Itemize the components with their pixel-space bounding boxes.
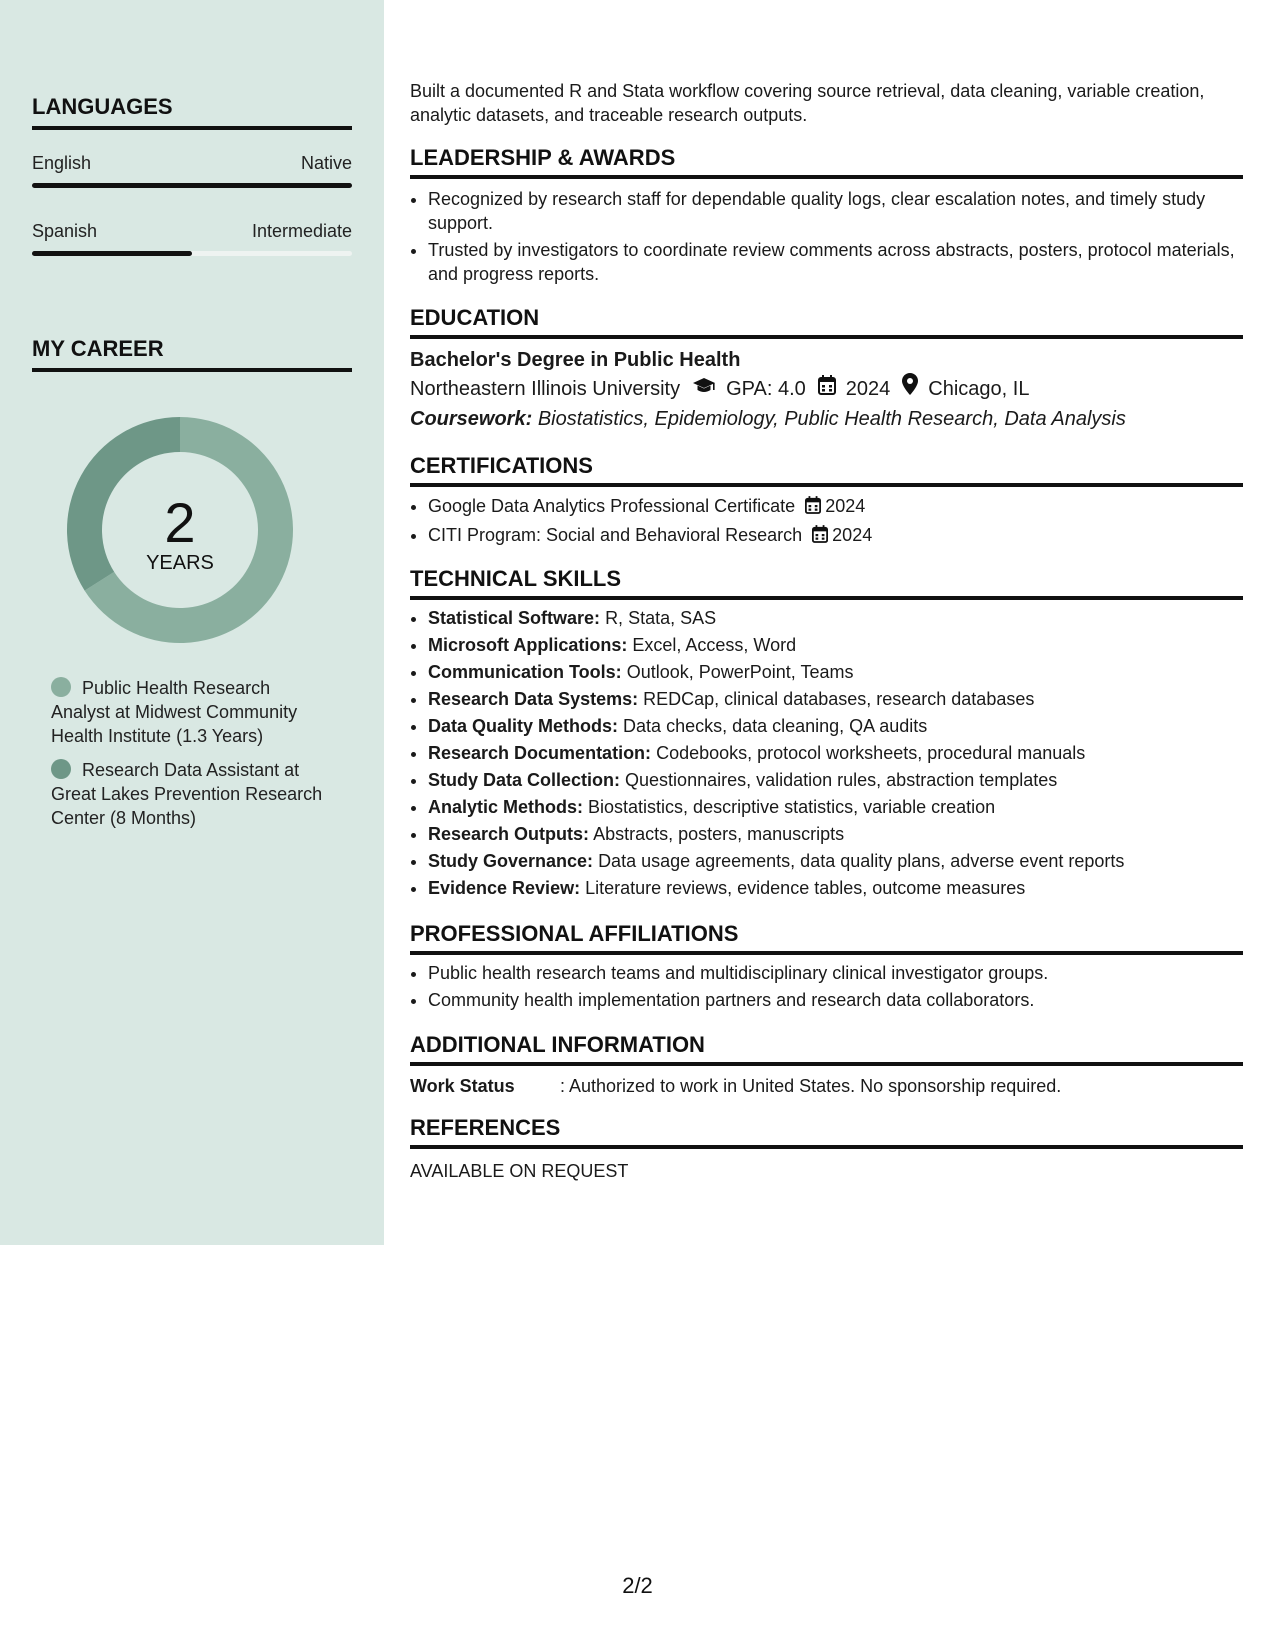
skill-value: Outlook, PowerPoint, Teams xyxy=(626,662,854,682)
section-title: LEADERSHIP & AWARDS xyxy=(410,145,1243,179)
intro-paragraph: Built a documented R and Stata workflow covering source retrieval, data cleaning, variable creation, analytic datasets, and traceable research outputs. xyxy=(410,81,1205,125)
calendar-icon xyxy=(818,374,836,404)
skill-item xyxy=(428,767,1243,794)
career-total-number: 2 xyxy=(164,491,196,554)
affiliations-section xyxy=(410,921,1243,1014)
sidebar xyxy=(0,0,384,1245)
language-proficiency-fill xyxy=(32,183,352,188)
section-title: EDUCATION xyxy=(410,305,1243,339)
skill-item xyxy=(428,713,1243,740)
language-proficiency-bar xyxy=(32,183,352,188)
skill-item xyxy=(428,605,1243,632)
skills-list xyxy=(410,605,1243,902)
language-level: Intermediate xyxy=(251,221,352,241)
calendar-icon xyxy=(805,495,821,522)
skill-value: R, Stata, SAS xyxy=(605,608,717,628)
skill-value: Abstracts, posters, manuscripts xyxy=(593,824,845,844)
certification-name: CITI Program: Social and Behavioral Research xyxy=(428,525,803,545)
career-legend xyxy=(32,676,332,830)
school-name: Northeastern Illinois University xyxy=(410,377,681,400)
list-item xyxy=(428,493,1243,522)
skill-item xyxy=(428,740,1243,767)
section-title: REFERENCES xyxy=(410,1115,1243,1149)
skill-item xyxy=(428,848,1243,875)
career-title: MY CAREER xyxy=(32,336,352,372)
skill-value: Questionnaires, validation rules, abstraction templates xyxy=(625,770,1058,790)
coursework xyxy=(410,404,1243,434)
gpa: GPA: 4.0 xyxy=(726,377,806,400)
languages-title: LANGUAGES xyxy=(32,94,352,130)
skill-value: Codebooks, protocol worksheets, procedural manuals xyxy=(656,743,1086,763)
education-section xyxy=(410,305,1243,434)
certifications-list xyxy=(410,493,1243,551)
page-number: 2/2 xyxy=(622,1573,653,1598)
certification-name: Google Data Analytics Professional Certificate xyxy=(428,496,796,516)
graduation-year: 2024 xyxy=(845,377,891,400)
career-item-text: Research Data Assistant at Great Lakes Prevention Research Center (8 Months) xyxy=(51,760,323,828)
skill-item xyxy=(428,659,1243,686)
education-details xyxy=(410,373,1243,404)
skill-item xyxy=(428,794,1243,821)
section-title: PROFESSIONAL AFFILIATIONS xyxy=(410,921,1243,955)
skills-section xyxy=(410,566,1243,902)
work-status-row xyxy=(410,1074,1243,1098)
legend-dot xyxy=(51,759,71,779)
career-total-unit: YEARS xyxy=(146,552,214,574)
skill-label: Statistical Software: xyxy=(428,608,601,628)
legend-dot xyxy=(51,677,71,697)
degree: Bachelor's Degree in Public Health xyxy=(410,349,741,371)
language-item xyxy=(32,220,352,256)
section-title: CERTIFICATIONS xyxy=(410,453,1243,487)
career-legend-item xyxy=(32,676,332,748)
career-donut-chart xyxy=(60,410,300,650)
skill-value: Biostatistics, descriptive statistics, variable creation xyxy=(588,797,996,817)
skill-item xyxy=(428,632,1243,659)
location: Chicago, IL xyxy=(928,377,1030,400)
skill-label: Research Documentation: xyxy=(428,743,652,763)
work-status-value: : Authorized to work in United States. No sponsorship required. xyxy=(560,1076,1062,1096)
skill-value: REDCap, clinical databases, research databases xyxy=(643,689,1035,709)
language-item xyxy=(32,152,352,188)
languages-section xyxy=(32,94,352,256)
language-proficiency-bar xyxy=(32,251,352,256)
language-name: English xyxy=(32,153,92,173)
skill-item xyxy=(428,875,1243,902)
skill-value: Data checks, data cleaning, QA audits xyxy=(623,716,928,736)
references-section xyxy=(410,1115,1243,1183)
graduation-cap-icon xyxy=(692,374,716,404)
language-name: Spanish xyxy=(32,221,98,241)
skill-label: Evidence Review: xyxy=(428,878,581,898)
certifications-section xyxy=(410,453,1243,551)
career-item-text: Public Health Research Analyst at Midwest Community Health Institute (1.3 Years) xyxy=(51,678,298,746)
list-item: • Community health implementation partners and research data collaborators. xyxy=(428,987,1243,1014)
list-item: • Recognized by research staff for dependable quality logs, clear escalation notes, and timely study support. xyxy=(428,187,1243,235)
skill-label: Data Quality Methods: xyxy=(428,716,619,736)
map-pin-icon xyxy=(902,373,918,404)
additional-info-section xyxy=(410,1032,1243,1098)
list-item: • Trusted by investigators to coordinate review comments across abstracts, posters, protocol materials, and progress reports. xyxy=(428,238,1243,286)
coursework-label: Coursework: xyxy=(410,408,533,430)
skill-label: Communication Tools: xyxy=(428,662,622,682)
section-title: TECHNICAL SKILLS xyxy=(410,566,1243,600)
skill-label: Study Governance: xyxy=(428,851,594,871)
list-item xyxy=(428,522,1243,551)
skill-label: Research Data Systems: xyxy=(428,689,639,709)
list-item: • Public health research teams and multidisciplinary clinical investigator groups. xyxy=(428,960,1243,987)
work-status-label: Work Status xyxy=(410,1076,515,1096)
skill-label: Research Outputs: xyxy=(428,824,590,844)
skill-value: Excel, Access, Word xyxy=(632,635,797,655)
career-section xyxy=(32,336,352,372)
leadership-section xyxy=(410,145,1243,289)
skill-label: Microsoft Applications: xyxy=(428,635,628,655)
affiliations-list xyxy=(410,960,1243,1014)
certification-year: 2024 xyxy=(832,525,873,545)
coursework-value: Biostatistics, Epidemiology, Public Health Research, Data Analysis xyxy=(537,408,1126,430)
skill-item xyxy=(428,686,1243,713)
references-text: AVAILABLE ON REQUEST xyxy=(410,1161,629,1181)
skill-value: Literature reviews, evidence tables, outcome measures xyxy=(585,878,1026,898)
career-legend-item xyxy=(32,758,332,830)
skill-value: Data usage agreements, data quality plans, adverse event reports xyxy=(598,851,1125,871)
skill-label: Study Data Collection: xyxy=(428,770,621,790)
certification-year: 2024 xyxy=(825,496,866,516)
leadership-list xyxy=(410,187,1243,286)
skill-item xyxy=(428,821,1243,848)
calendar-icon xyxy=(812,524,828,551)
language-level: Native xyxy=(300,153,352,173)
language-proficiency-fill xyxy=(32,251,192,256)
skill-label: Analytic Methods: xyxy=(428,797,584,817)
section-title: ADDITIONAL INFORMATION xyxy=(410,1032,1243,1066)
